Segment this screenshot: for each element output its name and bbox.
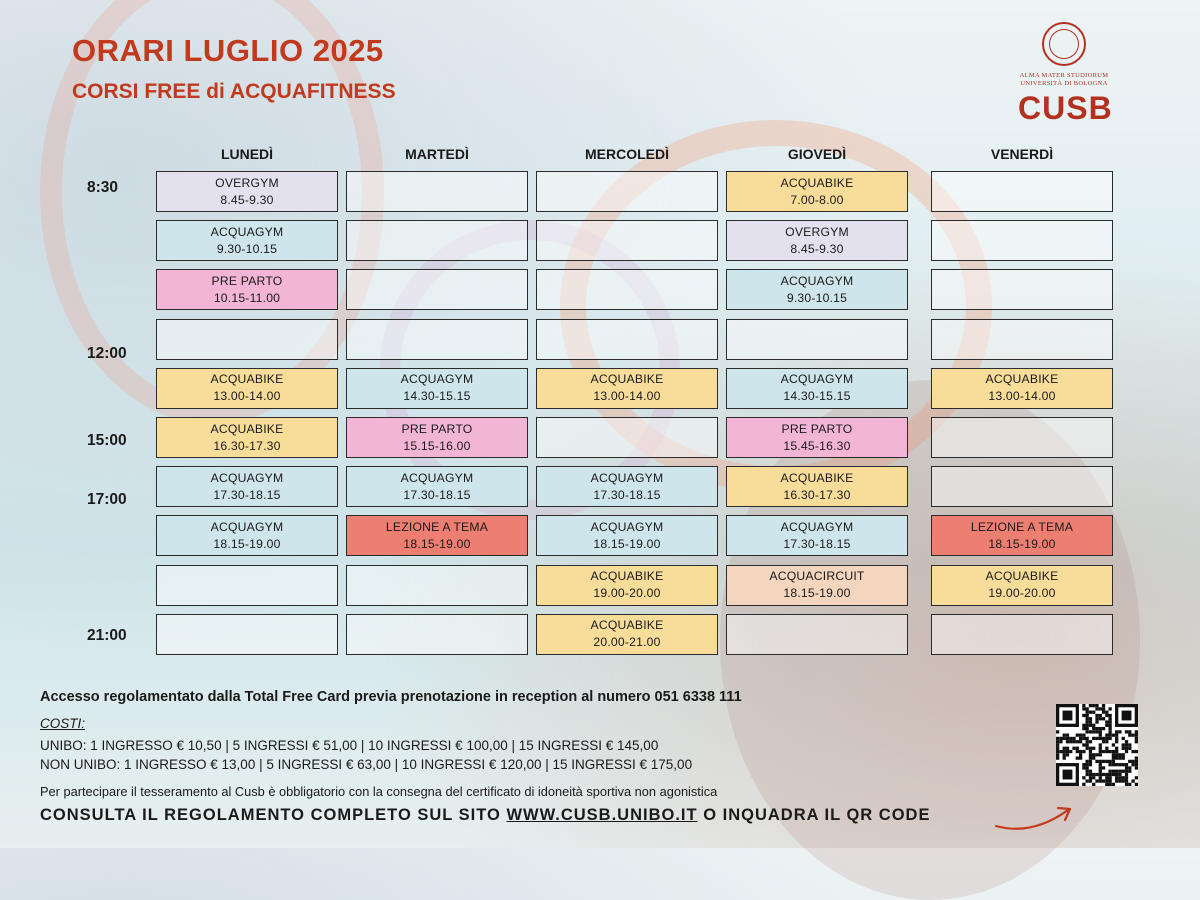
class-time: 16.30-17.30 [783, 487, 851, 502]
empty-slot [931, 171, 1113, 212]
class-time: 15.15-16.00 [403, 438, 471, 453]
class-name: ACQUAGYM [780, 519, 854, 534]
empty-slot [536, 220, 718, 261]
empty-slot [931, 220, 1113, 261]
class-time: 17.30-18.15 [403, 487, 471, 502]
class-slot [346, 368, 528, 409]
class-slot [931, 368, 1113, 409]
class-time: 20.00-21.00 [593, 635, 661, 650]
class-slot [156, 220, 338, 261]
class-slot [156, 269, 338, 310]
class-time: 19.00-20.00 [988, 586, 1056, 601]
class-time: 17.30-18.15 [783, 536, 851, 551]
class-name: ACQUABIKE [985, 372, 1059, 387]
class-time: 17.30-18.15 [593, 487, 661, 502]
empty-slot [346, 171, 528, 212]
class-time: 10.15-11.00 [213, 290, 281, 305]
empty-slot [156, 614, 338, 655]
class-slot [726, 171, 908, 212]
class-time: 18.15-19.00 [593, 536, 661, 551]
consult-line [40, 806, 930, 825]
empty-slot [346, 614, 528, 655]
empty-slot [156, 565, 338, 606]
class-name: PRE PARTO [401, 421, 473, 436]
class-slot [726, 220, 908, 261]
class-time: 19.00-20.00 [593, 586, 661, 601]
class-time: 13.00-14.00 [988, 389, 1056, 404]
class-slot [156, 417, 338, 458]
website-link[interactable]: WWW.CUSB.UNIBO.IT [506, 806, 698, 824]
class-name: PRE PARTO [211, 273, 283, 288]
class-name: ACQUABIKE [210, 372, 284, 387]
class-slot [346, 417, 528, 458]
empty-slot [536, 171, 718, 212]
class-name: ACQUABIKE [590, 618, 664, 633]
class-time: 17.30-18.15 [213, 487, 281, 502]
class-slot [726, 466, 908, 507]
class-name: ACQUAGYM [590, 519, 664, 534]
class-slot [726, 368, 908, 409]
empty-slot [156, 319, 338, 360]
class-time: 18.15-19.00 [988, 536, 1056, 551]
class-time: 18.15-19.00 [213, 536, 281, 551]
page-subtitle: CORSI FREE di ACQUAFITNESS [72, 80, 396, 103]
class-time: 14.30-15.15 [403, 389, 471, 404]
class-slot [156, 466, 338, 507]
consult-text-before: CONSULTA IL REGOLAMENTO COMPLETO SUL SITO [40, 806, 507, 824]
class-slot [346, 515, 528, 556]
class-slot [726, 565, 908, 606]
class-name: PRE PARTO [781, 421, 853, 436]
empty-slot [931, 614, 1113, 655]
class-name: ACQUAGYM [780, 273, 854, 288]
class-name: ACQUAGYM [780, 372, 854, 387]
class-time: 15.45-16.30 [783, 438, 851, 453]
class-name: ACQUAGYM [210, 519, 284, 534]
class-name: ACQUAGYM [590, 470, 664, 485]
page-title: ORARI LUGLIO 2025 [72, 33, 384, 68]
logo-motto-line2: UNIVERSITÀ DI BOLOGNA [1020, 80, 1108, 87]
class-slot [346, 466, 528, 507]
class-name: ACQUAGYM [210, 470, 284, 485]
class-name: ACQUABIKE [590, 569, 664, 584]
class-slot [156, 171, 338, 212]
access-info: Accesso regolamentato dalla Total Free Card previa prenotazione in reception al numero 051 6338 111 [40, 689, 742, 705]
empty-slot [726, 319, 908, 360]
time-label: 17:00 [87, 491, 127, 509]
consult-text-after: O INQUADRA IL QR CODE [697, 806, 931, 824]
class-time: 8.45-9.30 [790, 241, 844, 256]
costs-heading: COSTI: [40, 716, 86, 731]
empty-slot [346, 220, 528, 261]
time-label: 21:00 [87, 626, 127, 644]
class-time: 8.45-9.30 [220, 192, 274, 207]
day-header: MARTEDÌ [405, 146, 469, 162]
class-name: LEZIONE A TEMA [385, 519, 489, 534]
class-name: OVERGYM [785, 224, 849, 239]
class-time: 7.00-8.00 [790, 192, 844, 207]
cost-non-unibo: NON UNIBO: 1 INGRESSO € 13,00 | 5 INGRESSI € 63,00 | 10 INGRESSI € 120,00 | 15 INGRESSI € 175,00 [40, 757, 693, 772]
class-name: ACQUACIRCUIT [769, 569, 865, 584]
day-header: MERCOLEDÌ [585, 146, 669, 162]
empty-slot [931, 269, 1113, 310]
class-name: ACQUABIKE [590, 372, 664, 387]
day-header: LUNEDÌ [220, 146, 274, 162]
class-time: 18.15-19.00 [403, 536, 471, 551]
class-time: 13.00-14.00 [593, 389, 661, 404]
time-label: 8:30 [87, 179, 119, 196]
class-name: ACQUABIKE [780, 470, 854, 485]
empty-slot [346, 269, 528, 310]
class-slot [156, 368, 338, 409]
class-name: ACQUAGYM [210, 224, 284, 239]
class-slot [536, 565, 718, 606]
empty-slot [536, 269, 718, 310]
class-time: 16.30-17.30 [213, 438, 281, 453]
time-label: 12:00 [87, 344, 127, 362]
class-name: ACQUAGYM [400, 470, 474, 485]
class-slot [726, 515, 908, 556]
class-time: 9.30-10.15 [216, 241, 278, 256]
class-time: 18.15-19.00 [783, 586, 851, 601]
class-name: ACQUAGYM [400, 372, 474, 387]
class-name: ACQUABIKE [985, 569, 1059, 584]
class-time: 9.30-10.15 [786, 290, 848, 305]
class-slot [536, 368, 718, 409]
class-name: LEZIONE A TEMA [970, 519, 1074, 534]
qr-code-icon[interactable] [1056, 704, 1138, 786]
class-name: ACQUABIKE [210, 421, 284, 436]
empty-slot [536, 319, 718, 360]
logo-motto-line1: ALMA MATER STUDIORUM [1019, 72, 1109, 79]
class-slot [536, 466, 718, 507]
class-slot [726, 269, 908, 310]
class-slot [931, 565, 1113, 606]
membership-note: Per partecipare il tesseramento al Cusb è obbligatorio con la consegna del certificato di idoneità sportiva non agonistica [40, 784, 718, 799]
day-header: VENERDÌ [990, 146, 1054, 162]
empty-slot [931, 466, 1113, 507]
empty-slot [931, 319, 1113, 360]
class-slot [536, 614, 718, 655]
class-slot [726, 417, 908, 458]
empty-slot [346, 565, 528, 606]
class-slot [536, 515, 718, 556]
cusb-logo [1018, 22, 1113, 126]
class-time: 14.30-15.15 [783, 389, 851, 404]
logo-brand: CUSB [1018, 90, 1113, 126]
class-slot [931, 515, 1113, 556]
empty-slot [726, 614, 908, 655]
empty-slot [536, 417, 718, 458]
class-name: ACQUABIKE [780, 175, 854, 190]
class-time: 13.00-14.00 [213, 389, 281, 404]
day-header: GIOVEDÌ [787, 146, 847, 162]
empty-slot [931, 417, 1113, 458]
university-seal-icon [1042, 22, 1086, 66]
curved-arrow-icon [992, 796, 1078, 836]
empty-slot [346, 319, 528, 360]
class-slot [156, 515, 338, 556]
time-label: 15:00 [87, 432, 127, 449]
class-name: OVERGYM [215, 175, 279, 190]
cost-unibo: UNIBO: 1 INGRESSO € 10,50 | 5 INGRESSI € 51,00 | 10 INGRESSI € 100,00 | 15 INGRESSI € 145,00 [40, 738, 659, 753]
